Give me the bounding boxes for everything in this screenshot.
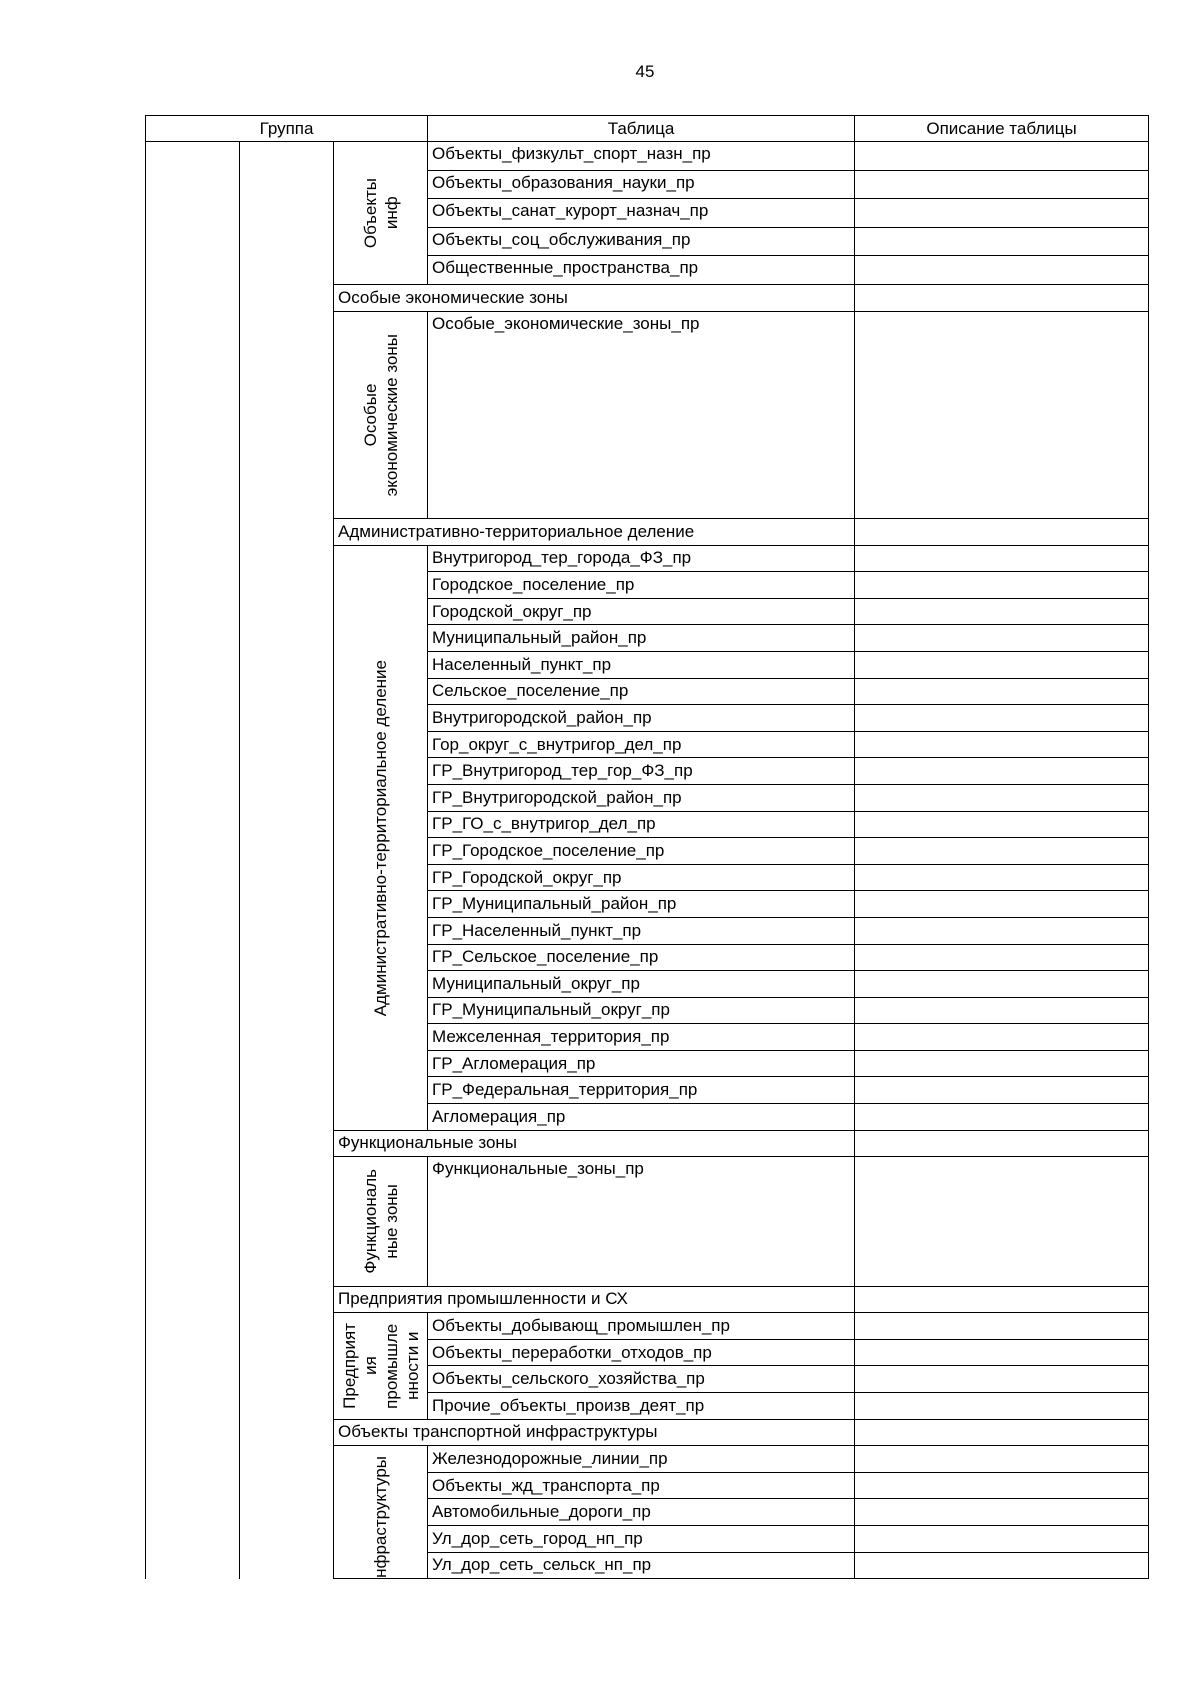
description-cell xyxy=(855,598,1149,625)
description-cell xyxy=(855,227,1149,256)
description-cell xyxy=(855,1446,1149,1473)
table-name-cell: Ул_дор_сеть_город_нп_пр xyxy=(428,1526,855,1553)
table-name-cell: Особые_экономические_зоны_пр xyxy=(428,311,855,518)
description-cell xyxy=(855,1419,1149,1446)
table-name-cell: ГР_Городское_поселение_пр xyxy=(428,838,855,865)
table-name-cell: Объекты_физкульт_спорт_назн_пр xyxy=(428,142,855,171)
description-cell xyxy=(855,625,1149,652)
description-cell xyxy=(855,997,1149,1024)
subgroup-label: нфраструктуры xyxy=(371,1456,391,1579)
description-cell xyxy=(855,811,1149,838)
subgroup-label-cell xyxy=(334,1157,428,1286)
table-name-cell: Объекты_жд_транспорта_пр xyxy=(428,1472,855,1499)
section-title: Функциональные зоны xyxy=(334,1130,855,1157)
table-name-cell: Общественные_пространства_пр xyxy=(428,256,855,285)
table-name-cell: ГР_Муниципальный_район_пр xyxy=(428,891,855,918)
table-name-cell: Сельское_поселение_пр xyxy=(428,678,855,705)
subgroup-label-cell xyxy=(334,1313,428,1419)
table-name-cell: Гор_округ_с_внутригор_дел_пр xyxy=(428,731,855,758)
table-name-cell: Внутригород_тер_города_ФЗ_пр xyxy=(428,545,855,572)
subgroup-label: Функциональ ные зоны xyxy=(360,1169,401,1274)
table-name-cell: ГР_Внутригородской_район_пр xyxy=(428,784,855,811)
subgroup-label: Особые экономические зоны xyxy=(360,333,401,496)
table-name-cell: ГР_Городской_округ_пр xyxy=(428,864,855,891)
table-name-cell: Ул_дор_сеть_сельск_нп_пр xyxy=(428,1552,855,1579)
table-name-cell: Железнодорожные_линии_пр xyxy=(428,1446,855,1473)
description-cell xyxy=(855,311,1149,518)
description-cell xyxy=(855,971,1149,998)
table-name-cell: Объекты_добывающ_промышлен_пр xyxy=(428,1313,855,1340)
table-name-cell: Объекты_образования_науки_пр xyxy=(428,170,855,199)
table-name-cell: Городское_поселение_пр xyxy=(428,572,855,599)
description-cell xyxy=(855,944,1149,971)
description-cell xyxy=(855,1526,1149,1553)
subgroup-label-wrap xyxy=(334,546,427,1130)
table-name-cell: ГР_Федеральная_территория_пр xyxy=(428,1077,855,1104)
description-cell xyxy=(855,170,1149,199)
description-cell xyxy=(855,1552,1149,1579)
table-name-cell: ГР_Сельское_поселение_пр xyxy=(428,944,855,971)
subgroup-label-cell xyxy=(334,142,428,285)
section-title: Объекты транспортной инфраструктуры xyxy=(334,1419,855,1446)
table-name-cell: ГР_Муниципальный_округ_пр xyxy=(428,997,855,1024)
table-name-cell: ГР_ГО_с_внутригор_дел_пр xyxy=(428,811,855,838)
table-name-cell: Объекты_санат_курорт_назнач_пр xyxy=(428,199,855,228)
subgroup-label-wrap xyxy=(334,1313,427,1418)
table-name-cell: Агломерация_пр xyxy=(428,1104,855,1131)
section-title: Административно-территориальное деление xyxy=(334,519,855,546)
description-cell xyxy=(855,545,1149,572)
description-cell xyxy=(855,1313,1149,1340)
description-cell xyxy=(855,864,1149,891)
description-cell xyxy=(855,917,1149,944)
page-number: 45 xyxy=(635,62,655,81)
table-name-cell: Внутригородской_район_пр xyxy=(428,705,855,732)
table-name-cell: Муниципальный_округ_пр xyxy=(428,971,855,998)
table-name-cell: Муниципальный_район_пр xyxy=(428,625,855,652)
description-cell xyxy=(855,142,1149,171)
description-cell xyxy=(855,199,1149,228)
group-level-1 xyxy=(146,142,240,1579)
description-cell xyxy=(855,891,1149,918)
table-name-cell: Объекты_переработки_отходов_пр xyxy=(428,1339,855,1366)
schema-table xyxy=(145,115,1149,1579)
subgroup-label: Административно-территориальное деление xyxy=(371,659,391,1016)
table-name-cell: Функциональные_зоны_пр xyxy=(428,1157,855,1286)
section-title: Предприятия промышленности и СХ xyxy=(334,1286,855,1313)
table-name-cell: ГР_Внутригород_тер_гор_ФЗ_пр xyxy=(428,758,855,785)
description-cell xyxy=(855,678,1149,705)
description-cell xyxy=(855,1024,1149,1051)
subgroup-label-wrap xyxy=(334,1157,427,1285)
description-cell xyxy=(855,519,1149,546)
table-name-cell: ГР_Агломерация_пр xyxy=(428,1050,855,1077)
description-cell xyxy=(855,1393,1149,1420)
description-cell xyxy=(855,784,1149,811)
table-name-cell: Автомобильные_дороги_пр xyxy=(428,1499,855,1526)
subgroup-label-wrap xyxy=(334,1446,427,1578)
table-body xyxy=(146,142,1149,1579)
subgroup-label: Предприят ия промышле нности и xyxy=(339,1323,422,1409)
table-row xyxy=(146,142,1149,171)
subgroup-label-wrap xyxy=(334,312,427,518)
header-row xyxy=(146,116,1149,142)
description-cell xyxy=(855,256,1149,285)
description-cell xyxy=(855,1339,1149,1366)
description-cell xyxy=(855,1157,1149,1286)
description-cell xyxy=(855,1104,1149,1131)
table-name-cell: Прочие_объекты_произв_деят_пр xyxy=(428,1393,855,1420)
description-cell xyxy=(855,1499,1149,1526)
description-cell xyxy=(855,758,1149,785)
subgroup-label-wrap xyxy=(334,142,427,284)
table-name-cell: Объекты_сельского_хозяйства_пр xyxy=(428,1366,855,1393)
description-cell xyxy=(855,705,1149,732)
subgroup-label-cell xyxy=(334,545,428,1130)
header-table: Таблица xyxy=(428,116,855,142)
description-cell xyxy=(855,1130,1149,1157)
table-name-cell: ГР_Населенный_пункт_пр xyxy=(428,917,855,944)
group-level-2 xyxy=(240,142,334,1579)
table-name-cell: Городской_округ_пр xyxy=(428,598,855,625)
header-description: Описание таблицы xyxy=(855,116,1149,142)
description-cell xyxy=(855,1050,1149,1077)
table-name-cell: Населенный_пункт_пр xyxy=(428,651,855,678)
description-cell xyxy=(855,1286,1149,1313)
description-cell xyxy=(855,1472,1149,1499)
description-cell xyxy=(855,572,1149,599)
subgroup-label-cell xyxy=(334,311,428,518)
description-cell xyxy=(855,838,1149,865)
description-cell xyxy=(855,651,1149,678)
description-cell xyxy=(855,284,1149,311)
description-cell xyxy=(855,1366,1149,1393)
subgroup-label-cell xyxy=(334,1446,428,1579)
description-cell xyxy=(855,731,1149,758)
subgroup-label: Объекты инф xyxy=(360,177,401,249)
table-name-cell: Объекты_соц_обслуживания_пр xyxy=(428,227,855,256)
header-group: Группа xyxy=(146,116,428,142)
description-cell xyxy=(855,1077,1149,1104)
table-name-cell: Межселенная_территория_пр xyxy=(428,1024,855,1051)
section-title: Особые экономические зоны xyxy=(334,284,855,311)
